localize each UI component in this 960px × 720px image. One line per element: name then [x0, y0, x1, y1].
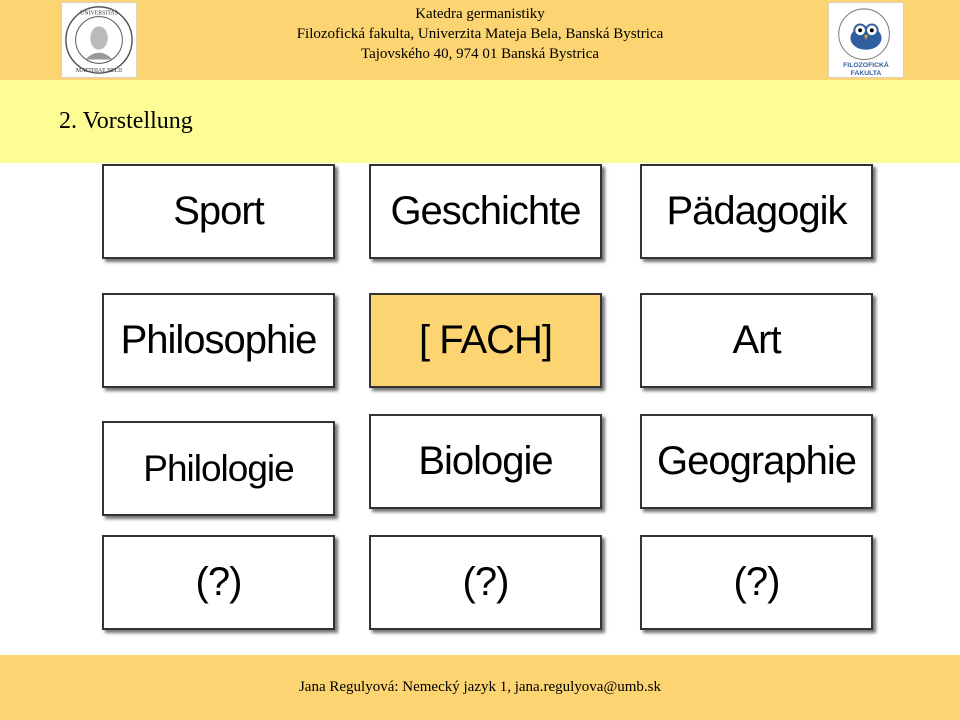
tile-sport: [102, 164, 335, 259]
header-line-department: Katedra germanistiky: [415, 6, 545, 22]
tile-label: Biologie: [418, 439, 553, 483]
tile-unknown-1: [102, 535, 335, 630]
tile-label: (?): [195, 560, 242, 604]
tile-unknown-2: [369, 535, 602, 630]
tile-label: Pädagogik: [666, 189, 847, 233]
svg-text:UNIVERSITAS: UNIVERSITAS: [80, 10, 118, 17]
tile-geschichte: [369, 164, 602, 259]
tile-philologie: [102, 421, 335, 516]
tile-art: [640, 293, 873, 388]
footer-author: Jana Regulyová: Nemecký jazyk 1, jana.regulyova@umb.sk: [298, 679, 662, 695]
tile-label: Geschichte: [390, 189, 581, 233]
tile-label: Art: [732, 318, 781, 362]
tile-philosophie: [102, 293, 335, 388]
tile-label: [ FACH]: [418, 318, 553, 362]
svg-text:MATTHIAE BELII: MATTHIAE BELII: [75, 68, 123, 75]
tile-label: Sport: [173, 189, 264, 233]
tile-label: Geographie: [656, 439, 857, 483]
tile-label: (?): [462, 560, 509, 604]
tile-fach-highlight: [369, 293, 602, 388]
svg-text:FILOZOFICKÁ: FILOZOFICKÁ: [843, 62, 889, 70]
tile-label: Philosophie: [120, 318, 317, 362]
header-line-faculty: Filozofická fakulta, Univerzita Mateja Bela, Banská Bystrica: [296, 26, 664, 42]
department-header: [0, 4, 960, 64]
section-title: 2. Vorstellung: [59, 108, 193, 134]
tile-label: Philologie: [143, 447, 294, 489]
header-line-address: Tajovského 40, 974 01 Banská Bystrica: [360, 46, 600, 62]
tile-label: (?): [733, 560, 780, 604]
tile-geographie: [640, 414, 873, 509]
svg-text:FAKULTA: FAKULTA: [850, 70, 882, 77]
tile-unknown-3: [640, 535, 873, 630]
tile-biologie: [369, 414, 602, 509]
tile-paedagogik: [640, 164, 873, 259]
